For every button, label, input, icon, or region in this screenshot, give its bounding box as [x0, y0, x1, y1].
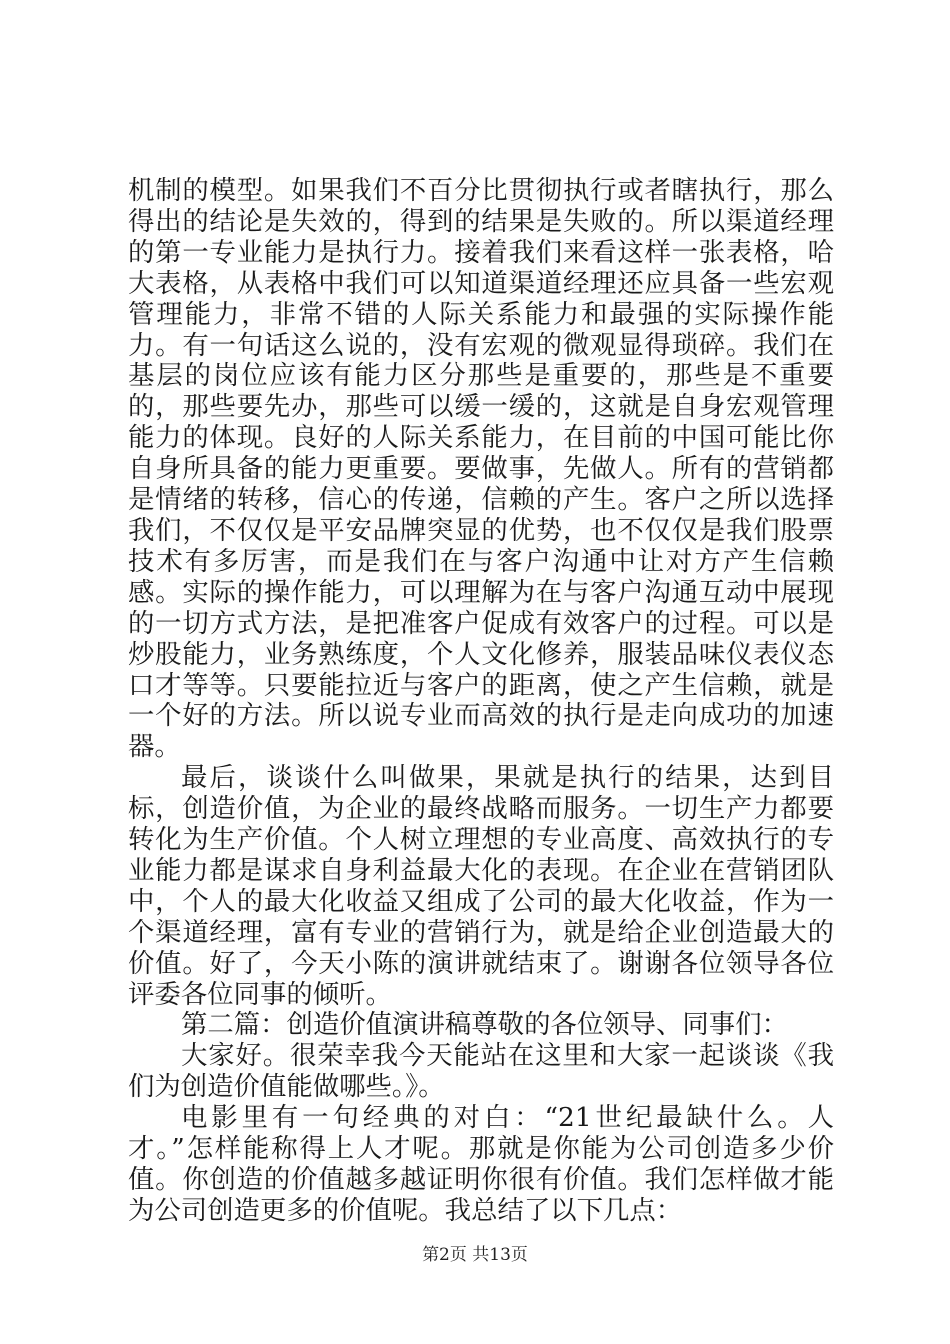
paragraph-5: 电影里有一句经典的对白：“21世纪最缺什么。人才。”怎样能称得上人才呢。那就是你能为公司创造多少价值。你创造的价值越多越证明你很有价值。我们怎样做才能为公司创造更多的价值呢。我总结了以下几点：: [128, 1102, 834, 1226]
paragraph-2: 最后，谈谈什么叫做果，果就是执行的结果，达到目标，创造价值，为企业的最终战略而服务。一切生产力都要转化为生产价值。个人树立理想的专业高度、高效执行的专业能力都是谋求自身利益最大化的表现。在企业在营销团队中，个人的最大化收益又组成了公司的最大化收益，作为一个渠道经理，富有专业的营销行为，就是给企业创造最大的价值。好了，今天小陈的演讲就结束了。谢谢各位领导各位评委各位同事的倾听。: [128, 762, 834, 1010]
paragraph-3-section-heading: 第二篇：创造价值演讲稿尊敬的各位领导、同事们：: [181, 1009, 788, 1041]
paragraph-1: 机制的模型。如果我们不百分比贯彻执行或者瞎执行，那么得出的结论是失效的，得到的结果是失败的。所以渠道经理的第一专业能力是执行力。接着我们来看这样一张表格，哈大表格，从表格中我们可以知道渠道经理还应具备一些宏观管理能力，非常不错的人际关系能力和最强的实际操作能力。有一句话这么说的，没有宏观的微观显得琐碎。我们在基层的岗位应该有能力区分那些是重要的，那些是不重要的，那些要先办，那些可以缓一缓的，这就是自身宏观管理能力的体现。良好的人际关系能力，在目前的中国可能比你自身所具备的能力更重要。要做事，先做人。所有的营销都是情绪的转移，信心的传递，信赖的产生。客户之所以选择我们，不仅仅是平安品牌突显的优势，也不仅仅是我们股票技术有多厉害，而是我们在与客户沟通中让对方产生信赖感。实际的操作能力，可以理解为在与客户沟通互动中展现的一切方式方法，是把准客户促成有效客户的过程。可以是炒股能力，业务熟练度，个人文化修养，服装品味仪表仪态口才等等。只要能拉近与客户的距离，使之产生信赖，就是一个好的方法。所以说专业而高效的执行是走向成功的加速器。: [128, 175, 834, 763]
page-number-footer: 第2页 共13页: [422, 1245, 528, 1265]
paragraph-4: 大家好。很荣幸我今天能站在这里和大家一起谈谈《我们为创造价值能做哪些。》。: [128, 1040, 834, 1103]
document-body: [128, 176, 834, 1227]
